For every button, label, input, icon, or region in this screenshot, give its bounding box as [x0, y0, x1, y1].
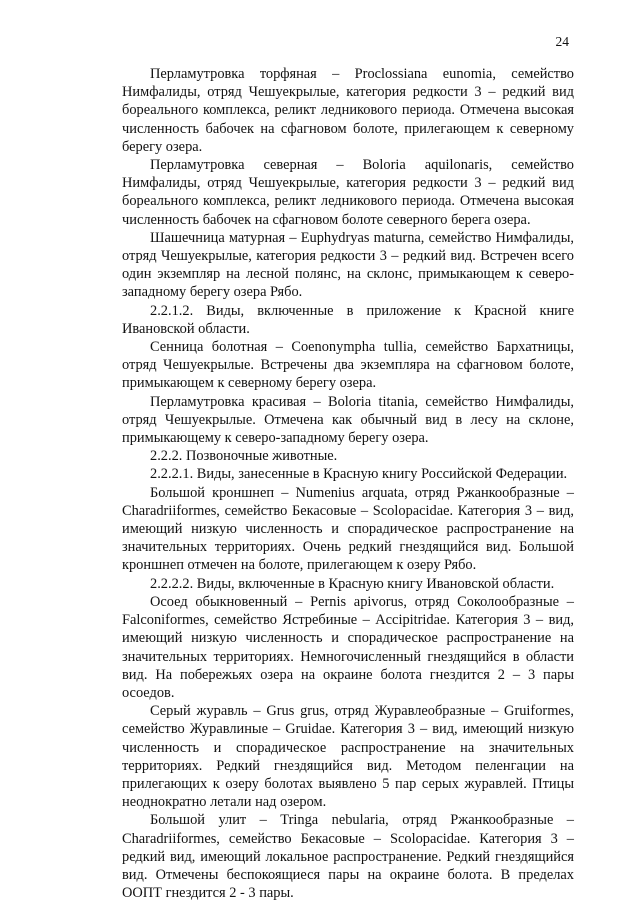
paragraph-coenonympha-tullia: Сенница болотная – Coenonympha tullia, семейство Бархатницы, отряд Чешуекрылые. Встречены два экземпляра на сфагновом болоте, примыкающем к северному берегу озера.	[122, 339, 574, 392]
section-heading-2-2-1-2: 2.2.1.2. Виды, включенные в приложение к Красной книге Ивановской области.	[122, 302, 574, 337]
page-body	[122, 65, 574, 902]
page-number: 24	[555, 34, 569, 49]
paragraph-numenius-arquata: Большой кроншнеп – Numenius arquata, отряд Ржанкообразные – Charadriiformes, семейство Бекасовые – Scolopacidae. Категория 3 – вид, имеющий низкую численность и спорадическое распространение на значительных территориях. Очень редкий гнездящийся вид. Большой кроншнеп отмечен на болоте, прилегающем к озеру Рябо.	[122, 484, 574, 574]
section-heading-2-2-2-1: 2.2.2.1. Виды, занесенные в Красную книгу Российской Федерации.	[150, 466, 568, 483]
paragraph-boloria-titania: Перламутровка красивая – Boloria titania, семейство Нимфалиды, отряд Чешуекрылые. Отмечена как обычный вид в лесу на склоне, примыкающему к северо-западному берегу озера.	[122, 393, 574, 447]
paragraph-boloria-aquilonaris: Перламутровка северная – Boloria aquilonaris, семейство Нимфалиды, отряд Чешуекрылые, категория редкости 3 – редкий вид бореального комплекса, реликт ледникового периода. Отмечена высокая численность бабочек на сфагновом болоте северного берега озера.	[122, 157, 574, 228]
paragraph-tringa-nebularia: Большой улит – Tringa nebularia, отряд Ржанкообразные – Charadriiformes, семейство Бекасовые – Scolopacidae. Категория 3 – редкий вид, имеющий локальное распространение. Редкий гнездящийся вид. Отмечены беспокоящиеся пары на окраине болота. В пределах ООПТ гнездится 2 - 3 пары.	[122, 812, 574, 902]
paragraph-euphydryas-maturna: Шашечница матурная – Euphydryas maturna, семейство Нимфалиды, отряд Чешуекрылые, категория редкости 3 – редкий вид. Встречен всего один экземпляр на лесной полянс, на склонс, примыкающем к северо-западному берегу озера Рябо.	[122, 229, 574, 301]
section-heading-2-2-2-2: 2.2.2.2. Виды, включенные в Красную книгу Ивановской области.	[150, 575, 555, 592]
paragraph-proclossiana-eunomia: Перламутровка торфяная – Proclossiana eunomia, семейство Нимфалиды, отряд Чешуекрылые, категория редкости 3 – редкий вид бореального комплекса, реликт ледникового периода. Отмечена высокая численность бабочек на сфагновом болоте, прилегающем к северному берегу озера.	[122, 66, 574, 155]
paragraph-grus-grus: Серый журавль – Grus grus, отряд Журавлеобразные – Gruiformes, семейство Журавлиные – Gruidae. Категория 3 – вид, имеющий низкую численность и спорадическое распространение на значительных территориях. Редкий гнездящийся вид. Методом пеленгации на прилегающих к озеру болотах выявлено 5 пар серых журавлей. Птицы неоднократно летали над озером.	[122, 703, 574, 811]
paragraph-pernis-apivorus: Осоед обыкновенный – Pernis apivorus, отряд Соколообразные – Falconiformes, семейство Ястребиные – Accipitridae. Категория 3 – вид, имеющий низкую численность и спорадическое распространение на значительных территориях. Немногочисленный гнездящийся в области вид. На побережьях озера на окраине болота гнездится 2 – 3 пары осоедов.	[122, 593, 574, 701]
section-heading-2-2-2: 2.2.2. Позвоночные животные.	[150, 448, 338, 465]
